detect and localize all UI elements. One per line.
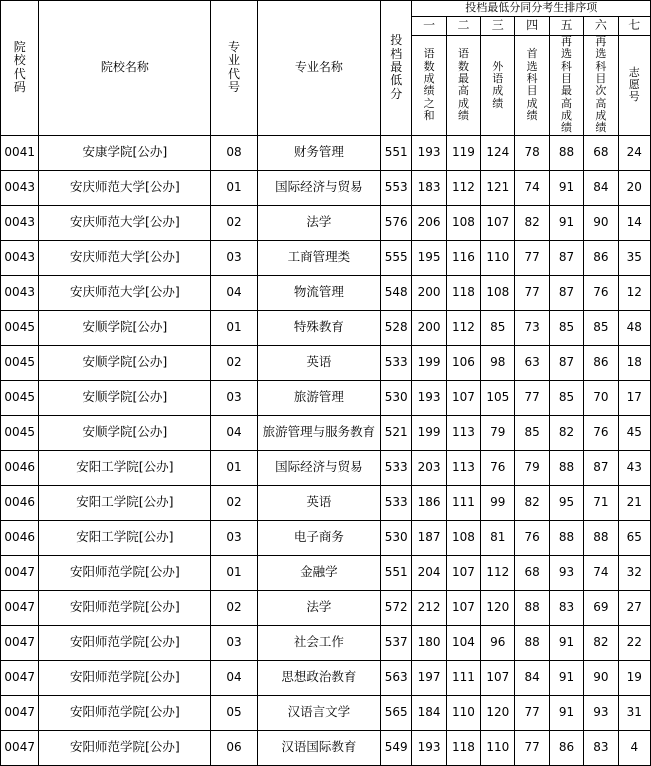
cell-rank-5: 91: [549, 205, 583, 240]
cell-rank-3: 110: [481, 730, 515, 765]
cell-school-name: 安顺学院[公办]: [39, 415, 211, 450]
cell-rank-4: 82: [515, 205, 549, 240]
cell-rank-6: 76: [584, 415, 618, 450]
cell-rank-5: 88: [549, 135, 583, 170]
cell-rank-1: 204: [412, 555, 446, 590]
cell-school-name: 安庆师范大学[公办]: [39, 275, 211, 310]
cell-rank-5: 86: [549, 730, 583, 765]
cell-major-name: 英语: [257, 485, 380, 520]
cell-major-code: 01: [211, 450, 258, 485]
cell-rank-7: 31: [618, 695, 650, 730]
table-row: [1, 275, 651, 310]
cell-rank-3: 120: [481, 590, 515, 625]
cell-school-name: 安顺学院[公办]: [39, 380, 211, 415]
cell-rank-5: 91: [549, 625, 583, 660]
cell-school-name: 安阳工学院[公办]: [39, 520, 211, 555]
cell-major-name: 金融学: [257, 555, 380, 590]
cell-school-code: 0046: [1, 520, 39, 555]
cell-rank-2: 119: [446, 135, 480, 170]
header-min-score: 投 档 最 低 分: [381, 1, 412, 136]
cell-school-name: 安阳师范学院[公办]: [39, 660, 211, 695]
cell-rank-4: 77: [515, 695, 549, 730]
cell-min-score: 533: [381, 345, 412, 380]
cell-rank-4: 74: [515, 170, 549, 205]
cell-school-code: 0045: [1, 415, 39, 450]
cell-major-name: 电子商务: [257, 520, 380, 555]
cell-rank-6: 74: [584, 555, 618, 590]
header-ordinal-6: 六: [584, 17, 618, 36]
cell-major-name: 汉语言文学: [257, 695, 380, 730]
cell-rank-7: 24: [618, 135, 650, 170]
cell-rank-5: 87: [549, 240, 583, 275]
header-ordinal-3: 三: [481, 17, 515, 36]
cell-school-code: 0043: [1, 205, 39, 240]
cell-school-code: 0045: [1, 380, 39, 415]
cell-rank-6: 86: [584, 240, 618, 275]
cell-major-code: 04: [211, 275, 258, 310]
cell-rank-5: 88: [549, 520, 583, 555]
cell-rank-4: 88: [515, 590, 549, 625]
cell-rank-2: 110: [446, 695, 480, 730]
cell-rank-5: 83: [549, 590, 583, 625]
header-sub-4: 首 选 科 目 成 绩: [515, 36, 549, 136]
table-row: [1, 695, 651, 730]
cell-rank-6: 90: [584, 660, 618, 695]
cell-school-code: 0047: [1, 660, 39, 695]
cell-rank-6: 88: [584, 520, 618, 555]
cell-rank-7: 4: [618, 730, 650, 765]
cell-rank-6: 71: [584, 485, 618, 520]
cell-rank-5: 85: [549, 310, 583, 345]
cell-min-score: 551: [381, 555, 412, 590]
table-row: [1, 730, 651, 765]
cell-min-score: 576: [381, 205, 412, 240]
cell-major-code: 01: [211, 555, 258, 590]
table-row: [1, 310, 651, 345]
cell-rank-3: 96: [481, 625, 515, 660]
header-sub-6: 再 选 科 目 次 高 成 绩: [584, 36, 618, 136]
cell-min-score: 533: [381, 485, 412, 520]
cell-min-score: 565: [381, 695, 412, 730]
cell-school-code: 0047: [1, 625, 39, 660]
cell-min-score: 537: [381, 625, 412, 660]
cell-rank-7: 12: [618, 275, 650, 310]
cell-rank-1: 187: [412, 520, 446, 555]
cell-rank-5: 82: [549, 415, 583, 450]
table-row: [1, 450, 651, 485]
cell-school-code: 0045: [1, 345, 39, 380]
cell-major-name: 思想政治教育: [257, 660, 380, 695]
header-major-name: 专业名称: [257, 1, 380, 136]
cell-rank-4: 77: [515, 275, 549, 310]
table-row: [1, 520, 651, 555]
cell-rank-2: 111: [446, 485, 480, 520]
table-row: [1, 625, 651, 660]
table-row: [1, 135, 651, 170]
cell-rank-1: 193: [412, 135, 446, 170]
cell-min-score: 530: [381, 380, 412, 415]
cell-school-name: 安阳师范学院[公办]: [39, 695, 211, 730]
cell-rank-1: 200: [412, 275, 446, 310]
cell-rank-2: 107: [446, 380, 480, 415]
cell-school-code: 0045: [1, 310, 39, 345]
cell-rank-7: 35: [618, 240, 650, 275]
cell-school-code: 0047: [1, 695, 39, 730]
cell-rank-6: 90: [584, 205, 618, 240]
cell-rank-3: 124: [481, 135, 515, 170]
cell-major-code: 06: [211, 730, 258, 765]
cell-school-name: 安阳师范学院[公办]: [39, 590, 211, 625]
table-row: [1, 415, 651, 450]
cell-major-name: 汉语国际教育: [257, 730, 380, 765]
cell-rank-7: 27: [618, 590, 650, 625]
cell-rank-6: 85: [584, 310, 618, 345]
cell-rank-2: 113: [446, 450, 480, 485]
cell-school-name: 安阳工学院[公办]: [39, 485, 211, 520]
cell-rank-1: 195: [412, 240, 446, 275]
cell-school-name: 安顺学院[公办]: [39, 345, 211, 380]
cell-rank-1: 197: [412, 660, 446, 695]
cell-rank-1: 184: [412, 695, 446, 730]
header-sub-3: 外 语 成 绩: [481, 36, 515, 136]
cell-rank-4: 78: [515, 135, 549, 170]
cell-rank-2: 107: [446, 555, 480, 590]
cell-rank-1: 193: [412, 730, 446, 765]
cell-rank-4: 77: [515, 380, 549, 415]
cell-major-code: 05: [211, 695, 258, 730]
cell-rank-7: 45: [618, 415, 650, 450]
header-ordinal-4: 四: [515, 17, 549, 36]
cell-rank-5: 87: [549, 275, 583, 310]
cell-major-code: 04: [211, 415, 258, 450]
header-major-code: 专 业 代 号: [211, 1, 258, 136]
cell-rank-7: 14: [618, 205, 650, 240]
cell-min-score: 533: [381, 450, 412, 485]
cell-rank-7: 43: [618, 450, 650, 485]
cell-rank-1: 199: [412, 345, 446, 380]
cell-major-code: 03: [211, 240, 258, 275]
cell-rank-4: 76: [515, 520, 549, 555]
cell-rank-5: 95: [549, 485, 583, 520]
table-row: [1, 660, 651, 695]
cell-rank-3: 79: [481, 415, 515, 450]
cell-major-name: 旅游管理与服务教育: [257, 415, 380, 450]
cell-rank-3: 108: [481, 275, 515, 310]
cell-rank-4: 85: [515, 415, 549, 450]
header-school-name: 院校名称: [39, 1, 211, 136]
cell-rank-4: 63: [515, 345, 549, 380]
cell-rank-5: 91: [549, 170, 583, 205]
cell-major-code: 03: [211, 625, 258, 660]
cell-major-code: 01: [211, 310, 258, 345]
cell-rank-2: 118: [446, 275, 480, 310]
table-row: [1, 555, 651, 590]
cell-rank-1: 203: [412, 450, 446, 485]
cell-rank-5: 93: [549, 555, 583, 590]
cell-rank-5: 91: [549, 660, 583, 695]
table-header: [1, 1, 651, 136]
cell-rank-7: 18: [618, 345, 650, 380]
cell-rank-2: 112: [446, 310, 480, 345]
cell-min-score: 530: [381, 520, 412, 555]
cell-rank-7: 32: [618, 555, 650, 590]
header-row-group: [1, 1, 651, 17]
cell-major-name: 国际经济与贸易: [257, 170, 380, 205]
cell-school-code: 0047: [1, 730, 39, 765]
cell-rank-1: 183: [412, 170, 446, 205]
cell-rank-4: 73: [515, 310, 549, 345]
cell-major-name: 特殊教育: [257, 310, 380, 345]
cell-school-code: 0043: [1, 275, 39, 310]
cell-school-name: 安庆师范大学[公办]: [39, 240, 211, 275]
cell-rank-3: 107: [481, 660, 515, 695]
cell-rank-1: 180: [412, 625, 446, 660]
cell-rank-6: 87: [584, 450, 618, 485]
header-sub-5: 再 选 科 目 最 高 成 绩: [549, 36, 583, 136]
cell-rank-4: 79: [515, 450, 549, 485]
cell-rank-1: 200: [412, 310, 446, 345]
cell-rank-3: 107: [481, 205, 515, 240]
cell-school-code: 0046: [1, 450, 39, 485]
header-sub-1: 语 数 成 绩 之 和: [412, 36, 446, 136]
cell-min-score: 555: [381, 240, 412, 275]
cell-rank-7: 65: [618, 520, 650, 555]
cell-rank-6: 68: [584, 135, 618, 170]
cell-rank-3: 81: [481, 520, 515, 555]
cell-rank-3: 110: [481, 240, 515, 275]
cell-major-code: 01: [211, 170, 258, 205]
cell-rank-6: 86: [584, 345, 618, 380]
cell-rank-2: 106: [446, 345, 480, 380]
cell-rank-4: 68: [515, 555, 549, 590]
cell-rank-7: 20: [618, 170, 650, 205]
header-school-code: 院 校 代 码: [1, 1, 39, 136]
table-row: [1, 590, 651, 625]
cell-rank-2: 113: [446, 415, 480, 450]
cell-school-code: 0047: [1, 590, 39, 625]
cell-rank-7: 48: [618, 310, 650, 345]
table-row: [1, 170, 651, 205]
cell-rank-3: 98: [481, 345, 515, 380]
cell-min-score: 572: [381, 590, 412, 625]
table-row: [1, 205, 651, 240]
cell-rank-6: 93: [584, 695, 618, 730]
cell-school-code: 0043: [1, 240, 39, 275]
cell-rank-7: 21: [618, 485, 650, 520]
cell-school-code: 0047: [1, 555, 39, 590]
cell-rank-2: 108: [446, 520, 480, 555]
cell-major-code: 04: [211, 660, 258, 695]
cell-major-name: 财务管理: [257, 135, 380, 170]
cell-school-name: 安庆师范大学[公办]: [39, 205, 211, 240]
cell-rank-6: 69: [584, 590, 618, 625]
cell-rank-3: 121: [481, 170, 515, 205]
header-sub-2: 语 数 最 高 成 绩: [446, 36, 480, 136]
cell-rank-3: 105: [481, 380, 515, 415]
cell-major-name: 工商管理类: [257, 240, 380, 275]
cell-major-code: 02: [211, 485, 258, 520]
cell-major-name: 物流管理: [257, 275, 380, 310]
cell-rank-6: 83: [584, 730, 618, 765]
header-ordinal-1: 一: [412, 17, 446, 36]
table-row: [1, 345, 651, 380]
cell-rank-3: 85: [481, 310, 515, 345]
cell-rank-1: 193: [412, 380, 446, 415]
cell-rank-2: 112: [446, 170, 480, 205]
cell-major-code: 02: [211, 590, 258, 625]
table-row: [1, 380, 651, 415]
cell-school-name: 安阳工学院[公办]: [39, 450, 211, 485]
header-ordinal-2: 二: [446, 17, 480, 36]
cell-rank-1: 206: [412, 205, 446, 240]
cell-rank-1: 186: [412, 485, 446, 520]
header-rank-group: 投档最低分同分考生排序项: [412, 1, 651, 17]
cell-school-name: 安阳师范学院[公办]: [39, 730, 211, 765]
cell-min-score: 548: [381, 275, 412, 310]
cell-rank-4: 88: [515, 625, 549, 660]
header-ordinal-5: 五: [549, 17, 583, 36]
cell-major-code: 02: [211, 205, 258, 240]
table-body: [1, 135, 651, 765]
cell-rank-2: 111: [446, 660, 480, 695]
cell-rank-1: 199: [412, 415, 446, 450]
cell-rank-5: 91: [549, 695, 583, 730]
cell-school-code: 0041: [1, 135, 39, 170]
cell-rank-5: 85: [549, 380, 583, 415]
cell-school-code: 0043: [1, 170, 39, 205]
cell-rank-3: 120: [481, 695, 515, 730]
cell-min-score: 551: [381, 135, 412, 170]
cell-rank-2: 107: [446, 590, 480, 625]
header-ordinal-7: 七: [618, 17, 650, 36]
cell-rank-2: 116: [446, 240, 480, 275]
cell-major-name: 国际经济与贸易: [257, 450, 380, 485]
cell-school-name: 安顺学院[公办]: [39, 310, 211, 345]
cell-rank-6: 70: [584, 380, 618, 415]
cell-min-score: 553: [381, 170, 412, 205]
cell-rank-5: 87: [549, 345, 583, 380]
cell-rank-2: 118: [446, 730, 480, 765]
cell-min-score: 549: [381, 730, 412, 765]
cell-major-name: 法学: [257, 205, 380, 240]
cell-school-code: 0046: [1, 485, 39, 520]
cell-rank-4: 77: [515, 240, 549, 275]
cell-rank-2: 104: [446, 625, 480, 660]
cell-rank-6: 82: [584, 625, 618, 660]
cell-rank-2: 108: [446, 205, 480, 240]
cell-school-name: 安阳师范学院[公办]: [39, 625, 211, 660]
cell-school-name: 安阳师范学院[公办]: [39, 555, 211, 590]
cell-rank-5: 88: [549, 450, 583, 485]
cell-min-score: 563: [381, 660, 412, 695]
cell-rank-7: 17: [618, 380, 650, 415]
cell-major-code: 03: [211, 520, 258, 555]
cell-major-name: 旅游管理: [257, 380, 380, 415]
cell-rank-3: 99: [481, 485, 515, 520]
cell-rank-6: 76: [584, 275, 618, 310]
cell-rank-3: 76: [481, 450, 515, 485]
cell-major-code: 02: [211, 345, 258, 380]
table-row: [1, 240, 651, 275]
cell-rank-6: 84: [584, 170, 618, 205]
cell-major-name: 社会工作: [257, 625, 380, 660]
table-row: [1, 485, 651, 520]
cell-major-name: 法学: [257, 590, 380, 625]
cell-major-name: 英语: [257, 345, 380, 380]
cell-rank-4: 82: [515, 485, 549, 520]
cell-rank-7: 22: [618, 625, 650, 660]
cell-rank-3: 112: [481, 555, 515, 590]
cell-school-name: 安庆师范大学[公办]: [39, 170, 211, 205]
cell-rank-4: 84: [515, 660, 549, 695]
cell-major-code: 03: [211, 380, 258, 415]
cell-rank-4: 77: [515, 730, 549, 765]
cell-min-score: 528: [381, 310, 412, 345]
cell-rank-1: 212: [412, 590, 446, 625]
header-sub-7: 志 愿 号: [618, 36, 650, 136]
cell-school-name: 安康学院[公办]: [39, 135, 211, 170]
cell-major-code: 08: [211, 135, 258, 170]
cell-rank-7: 19: [618, 660, 650, 695]
cell-min-score: 521: [381, 415, 412, 450]
